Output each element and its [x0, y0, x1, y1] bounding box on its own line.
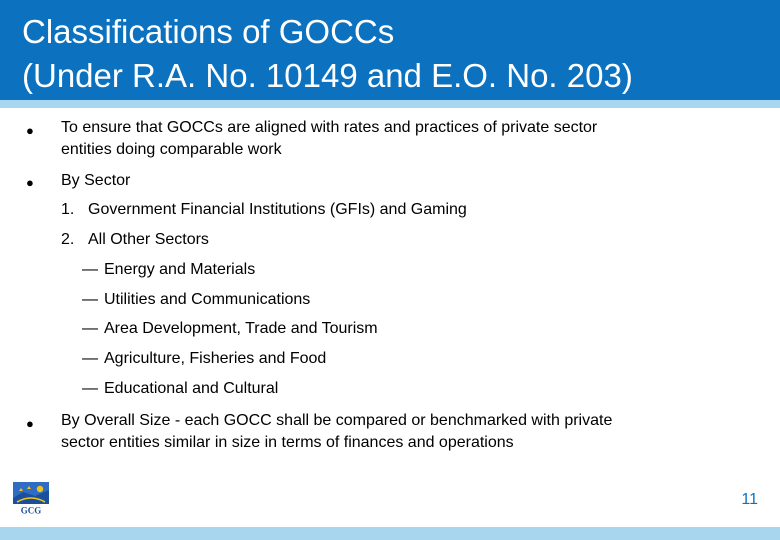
sector-item-2-label: All Other Sectors	[88, 231, 209, 248]
bullet-3-line-2: sector entities similar in size in terms of finances and operations	[61, 434, 514, 451]
sub-sector-item: Educational and Cultural	[104, 380, 279, 397]
gcg-logo	[13, 482, 49, 516]
dash-icon: —	[82, 320, 98, 337]
bullet-icon: ●	[26, 175, 34, 190]
bullet-icon: ●	[26, 123, 34, 138]
dash-icon: —	[82, 261, 98, 278]
bottom-stripe	[0, 527, 780, 540]
slide-title-line-2: (Under R.A. No. 10149 and E.O. No. 203)	[22, 57, 633, 94]
bullet-1-line-2: entities doing comparable work	[61, 141, 282, 158]
bullet-1-line-1: To ensure that GOCCs are aligned with rates and practices of private sector	[61, 119, 598, 136]
bullet-2-line-1: By Sector	[61, 172, 131, 189]
sector-item-1-label: Government Financial Institutions (GFIs) and Gaming	[88, 201, 467, 218]
logo-text: GCG	[20, 505, 42, 516]
sub-sector-item: Agriculture, Fisheries and Food	[104, 350, 327, 367]
dash-icon: —	[82, 380, 98, 397]
page-number: 11	[741, 491, 758, 508]
sub-sector-item: Area Development, Trade and Tourism	[104, 320, 378, 337]
dash-icon: —	[82, 350, 98, 367]
sector-item-2-number: 2.	[61, 231, 75, 248]
sub-sector-item: Energy and Materials	[104, 261, 256, 278]
sector-item-1-number: 1.	[61, 201, 75, 218]
dash-icon: —	[82, 291, 98, 308]
sub-sector-item: Utilities and Communications	[104, 291, 311, 308]
slide-title-line-1: Classifications of GOCCs	[22, 13, 395, 50]
bullet-3-line-1: By Overall Size - each GOCC shall be compared or benchmarked with private	[61, 412, 613, 429]
bullet-icon: ●	[26, 416, 34, 431]
